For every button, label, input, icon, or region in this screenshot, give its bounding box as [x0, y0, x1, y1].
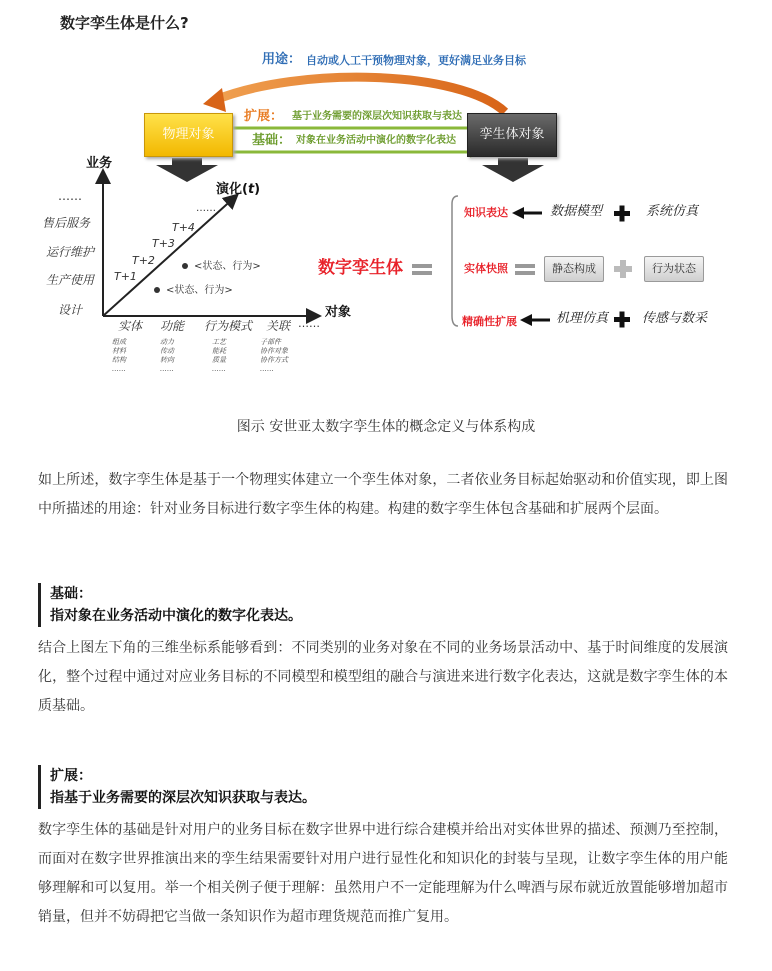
time-label-4: T+4: [172, 221, 195, 234]
state-label-2: <状态、行为>: [166, 285, 233, 296]
axis-y-label: 业务: [86, 156, 113, 171]
paragraph-expand: 数字孪生体的基础是针对用户的业务目标在数字世界中进行综合建模并给出对实体世界的描述、预测乃至控制，而面对在数字世界推演出来的孪生结果需要针对用户进行显性化和知识化的封装与呈现，让数字孪生体的用户能够理解和可以复用。举一个相关例子便于理解：虽然用户不一定能理解为什么啤酒与尿布就近放置能够增加超市销量，但并不妨碍把它当做一条知识作为超市理货规范而推广复用。: [38, 822, 728, 925]
physical-object-box: 物理对象: [144, 113, 233, 157]
quote-expand-title: 扩展：: [50, 768, 92, 784]
time-label-1: T+1: [114, 270, 137, 283]
x-cat-behavior: 行为模式: [204, 319, 253, 333]
state-label-1: <状态、行为>: [194, 261, 261, 272]
x-items-relation: 子部件 协作对象 协作方式 ……: [260, 338, 288, 373]
figure-title: 数字孪生体是什么?: [60, 14, 189, 32]
time-dots: ……: [196, 203, 216, 214]
x-cat-function: 功能: [160, 319, 185, 333]
precision-a: 机理仿真: [556, 311, 609, 326]
quote-expand: [38, 765, 316, 809]
knowledge-a: 数据模型: [550, 204, 603, 219]
y-level-maintenance: 运行维护: [46, 245, 95, 259]
feedback-arrow: [215, 77, 505, 112]
x-dots: ……: [298, 317, 320, 330]
quote-expand-text: 指基于业务需要的深层次知识获取与表达。: [50, 790, 316, 806]
behavior-state-box: 行为状态: [644, 256, 704, 282]
static-composition-box: 静态构成: [544, 256, 604, 282]
twin-object-box: 孪生体对象: [467, 113, 557, 157]
paragraph-intro: 如上所述，数字孪生体是基于一个物理实体建立一个孪生体对象，二者依业务目标起始驱动和价值实现，即上图中所描述的用途：针对业务目标进行数字孪生体的构建。构建的数字孪生体包含基础和扩展两个层面。: [38, 472, 728, 517]
purpose-label: 用途：: [262, 52, 302, 67]
y-level-production: 生产使用: [46, 273, 95, 287]
knowledge-b: 系统仿真: [646, 204, 699, 219]
quote-base-title: 基础：: [50, 586, 92, 602]
base-label: 基础：: [252, 133, 292, 148]
y-level-design: 设计: [58, 303, 83, 317]
x-items-entity: 组成 材料 结构 ……: [112, 338, 126, 373]
x-items-function: 动力 传动 转向 ……: [160, 338, 174, 373]
concept-figure: [0, 0, 772, 400]
time-label-3: T+3: [152, 237, 175, 250]
precision-b: 传感与数采: [642, 311, 708, 326]
x-cat-relation: 关联: [266, 319, 291, 333]
snapshot-label: 实体快照: [464, 262, 508, 275]
expand-text: 基于业务需要的深层次知识获取与表达: [292, 111, 462, 122]
figure-caption: 图示 安世亚太数字孪生体的概念定义与体系构成: [236, 419, 536, 435]
time-label-2: T+2: [132, 254, 155, 267]
axis-evolve-label: 演化(t): [216, 182, 261, 197]
paragraph-base: 结合上图左下角的三维坐标系能够看到：不同类别的业务对象在不同的业务场景活动中、基于时间维度的发展演化，整个过程中通过对应业务目标的不同模型和模型组的融合与演进来进行数字化表达，这就是数字孪生体的本质基础。: [38, 640, 728, 714]
expand-label: 扩展：: [244, 109, 284, 124]
y-level-after-sales: 售后服务: [42, 216, 91, 230]
y-dots: ……: [58, 189, 82, 203]
base-text: 对象在业务活动中演化的数字化表达: [296, 135, 456, 146]
quote-base: [38, 583, 302, 627]
x-items-behavior: 工艺 能耗 质量 ……: [212, 338, 226, 373]
quote-base-text: 指对象在业务活动中演化的数字化表达。: [50, 608, 302, 624]
x-cat-entity: 实体: [118, 319, 143, 333]
precision-label: 精确性扩展: [462, 315, 517, 328]
purpose-text: 自动或人工干预物理对象，更好满足业务目标: [306, 54, 526, 67]
digital-twin-label: 数字孪生体: [318, 258, 403, 278]
knowledge-label: 知识表达: [464, 206, 508, 219]
axis-x-label: 对象: [325, 305, 352, 320]
